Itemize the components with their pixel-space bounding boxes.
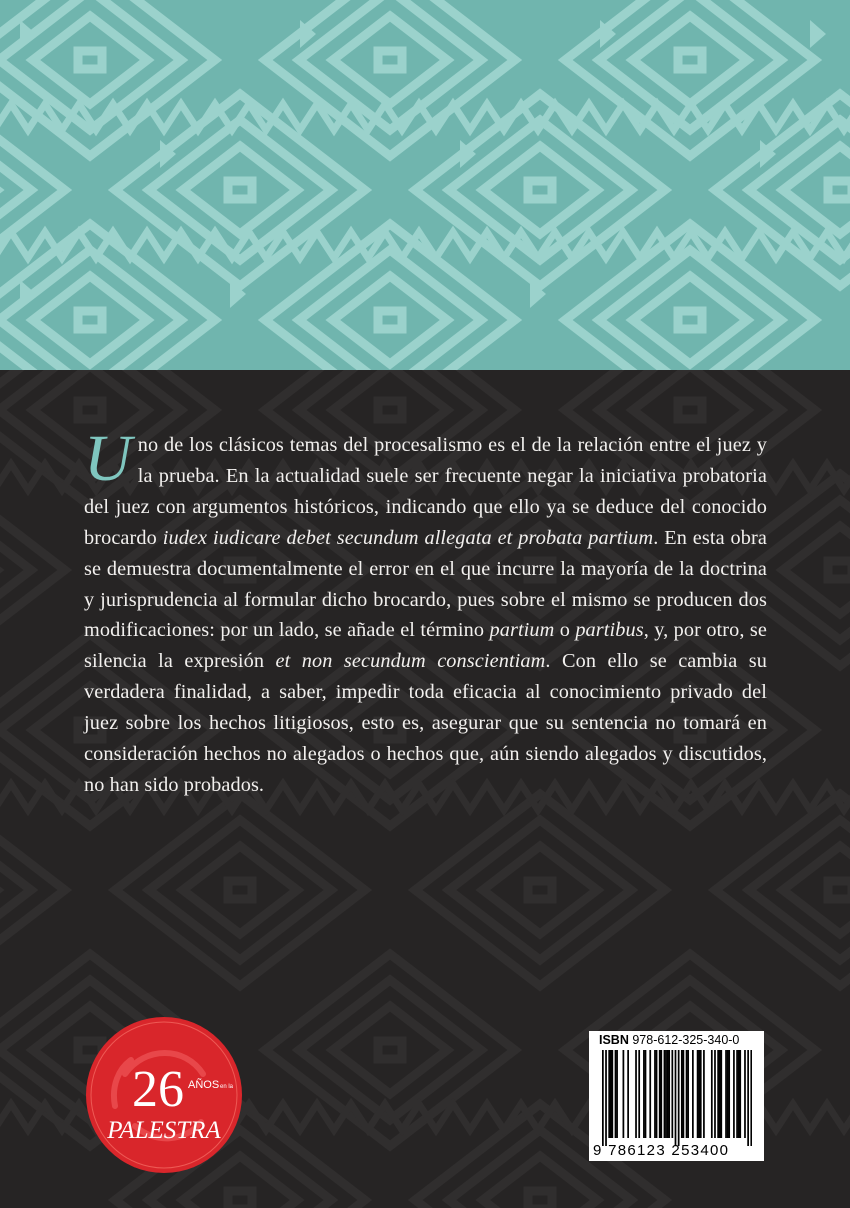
barcode-bar (747, 1050, 749, 1146)
seal-years-suffix: en la (220, 1084, 234, 1090)
barcode-bar (683, 1050, 685, 1138)
isbn-number: 978-612-325-340-0 (632, 1033, 740, 1047)
barcode-bar (671, 1050, 673, 1138)
latin-expression: et non secundum conscientiam (275, 650, 546, 673)
seal-number: 26 (132, 1061, 184, 1118)
barcode-bar (608, 1050, 610, 1138)
barcode-bar (736, 1050, 738, 1138)
barcode-bar (687, 1050, 689, 1138)
seal-years-label: AÑOS (188, 1079, 220, 1091)
barcode-bar (697, 1050, 699, 1138)
seal-brand: PALESTRA (107, 1117, 221, 1144)
term-partium: partium (489, 619, 555, 642)
barcode-bar (714, 1050, 716, 1138)
blurb-text-1: no de los clásicos temas del procesalismo es el de la relación entre el juez y la prueba. En la actualidad suele ser frecuente negar la iniciativa probatoria del juez con argumentos históricos, indicando que ello ya se deduce del conocido brocardo (84, 434, 767, 549)
teal-pattern-band (0, 0, 850, 370)
dropcap-letter: U (84, 422, 132, 495)
barcode-bar (605, 1050, 607, 1146)
pattern-motif (715, 794, 850, 986)
barcode-bar (675, 1050, 677, 1146)
barcode-bar (611, 1050, 613, 1138)
barcode-bar (678, 1050, 680, 1146)
barcode-bar (635, 1050, 637, 1138)
barcode-bar (627, 1050, 629, 1138)
barcode-bar (659, 1050, 661, 1138)
palestra-anniversary-seal (85, 1016, 243, 1174)
barcode-bar (692, 1050, 694, 1138)
barcode-bar (645, 1050, 647, 1138)
pattern-triangle (810, 20, 826, 48)
blurb-text-2: . En esta obra se demuestra documentalmente el error en el que incurre la mayoría de la doctrina y jurisprudencia al formular dicho brocardo, pues sobre el mismo se producen dos modificaciones: por un lado, se añade el término (84, 526, 767, 642)
blurb-text-3: o (554, 619, 576, 642)
pattern-motif (0, 474, 65, 666)
barcode-bar (738, 1050, 740, 1138)
barcode-bar (610, 1050, 612, 1138)
barcode-bar (667, 1050, 669, 1138)
barcode-bar (649, 1050, 651, 1138)
back-cover-blurb (84, 422, 767, 801)
barcode-bars (602, 1050, 752, 1146)
pattern-triangle (20, 20, 36, 48)
barcode-bar (727, 1050, 729, 1138)
teal-geometric-pattern (0, 0, 850, 370)
barcode-bar (616, 1050, 618, 1138)
barcode-bar (739, 1050, 741, 1138)
pattern-motif (565, 224, 815, 370)
barcode-bar (719, 1050, 721, 1138)
latin-maxim: iudex iudicare debet secundum allegata et probata partium (162, 526, 654, 549)
pattern-motif (115, 794, 365, 986)
barcode-bar (668, 1050, 670, 1138)
barcode-bar (744, 1050, 746, 1138)
term-partibus: partibus (575, 619, 644, 642)
barcode-bar (711, 1050, 713, 1138)
blurb-text-4: , y, por otro, se silencia la expresión (84, 619, 767, 673)
isbn-label: ISBN (599, 1033, 629, 1047)
pattern-motif (0, 794, 65, 986)
barcode-bar (623, 1050, 625, 1138)
barcode-bar (656, 1050, 658, 1138)
barcode-bar (750, 1050, 752, 1146)
barcode-bar (717, 1050, 719, 1138)
isbn-line (599, 1033, 739, 1047)
isbn-barcode (589, 1031, 764, 1161)
barcode-bar (703, 1050, 705, 1138)
barcode-bar (664, 1050, 666, 1138)
barcode-bar (700, 1050, 702, 1138)
barcode-bar (638, 1050, 640, 1138)
barcode-bar (728, 1050, 730, 1138)
blurb-text-5: . Con ello se cambia su verdadera finalidad, a saber, impedir toda eficacia al conocimiento privado del juez sobre los hechos litigiosos, esto es, asegurar que su sentencia no tomará en consideración hechos no alegados o hechos que, aún siendo alegados y discutidos, no han sido probados. (84, 650, 767, 796)
pattern-triangle (20, 280, 36, 308)
barcode-bar (681, 1050, 683, 1138)
barcode-bar (725, 1050, 727, 1138)
barcode-bar (665, 1050, 667, 1138)
barcode-bar (733, 1050, 735, 1138)
barcode-bar (654, 1050, 656, 1138)
pattern-motif (415, 794, 665, 986)
barcode-bar (686, 1050, 688, 1138)
barcode-bar (643, 1050, 645, 1138)
barcode-bar (615, 1050, 617, 1138)
barcode-bar (720, 1050, 722, 1138)
barcode-digits: 9 786123 253400 (593, 1142, 730, 1159)
barcode-bar (660, 1050, 662, 1138)
barcode-bar (602, 1050, 604, 1146)
barcode-bar (698, 1050, 700, 1138)
